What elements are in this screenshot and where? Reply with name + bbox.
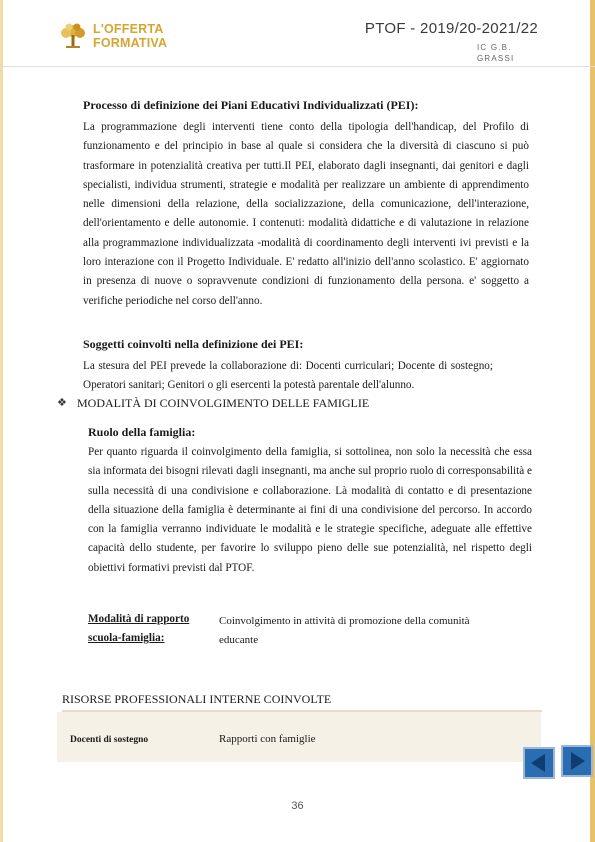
pei-subjects-heading: Soggetti coinvolti nella definizione dei PEI: xyxy=(83,337,304,351)
brand-logo-text xyxy=(93,22,167,50)
family-involvement-heading: MODALITÀ DI COINVOLGIMENTO DELLE FAMIGLIE xyxy=(77,396,370,410)
resources-heading: RISORSE PROFESSIONALI INTERNE COINVOLTE xyxy=(62,692,542,712)
next-page-button[interactable] xyxy=(561,745,593,777)
relationship-label: Modalità di rapporto scuola-famiglia: xyxy=(88,613,190,644)
pei-subjects-paragraph: La stesura del PEI prevede la collaborazione di: Docenti curriculari; Docente di sostegno; Operatori sanitari; Genitori o gli esercenti la potestà parentale dell'alunno. xyxy=(83,360,493,392)
previous-page-button[interactable] xyxy=(523,747,555,779)
family-role-paragraph: Per quanto riguarda il coinvolgimento della famiglia, si sottolinea, non solo la necessità che essa sia informata dei bisogni rilevati dagli insegnanti, ma anche sul proprio ruolo di corresponsabilità e sulla necessità di una condivisione e collaborazione. Là modalità di contatto e di presentazione della situazione della famiglia è determinante ai fini di una condivisione del percorso. In accordo con la famiglia verranno individuate le modalità e le strategie specifiche, adeguate alle effettive capacità dello studente, per favorire lo sviluppo pieno delle sue potenzialità, nel rispetto degli obiettivi formativi previsti dal PTOF. xyxy=(88,446,532,574)
pei-process-paragraph: La programmazione degli interventi tiene conto della tipologia dell'handicap, del Profilo di funzionamento e del principio in base al quale si considera che la diversità di ciascuno si può trasformare in potenzialità creativa per tutti.Il PEI, elaborato dagli insegnanti, dai genitori e dagli specialisti, individua strumenti, strategie e modalità per realizzare un ambiente di apprendimento nelle dimensioni della relazione, della socializzazione, della comunicazione, dell'interazione, dell'orientamento e delle autonomie. I contenuti: modalità didattiche e di valutazione in relazione alla programmazione individualizzata -modalità di coordinamento degli interventi ivi previsti e la loro interazione con il Progetto Individuale. E' redatto all'inizio dell'anno scolastico. E' aggiornato in presenza di nuove o sopravvenute condizioni di funzionamento della persona. e' soggetto a verifiche periodiche nel corso dell'anno. xyxy=(83,121,529,307)
resource-role-value: Rapporti con famiglie xyxy=(219,733,316,745)
left-decorative-bar xyxy=(0,0,3,842)
header-divider xyxy=(0,66,595,67)
relationship-value: Coinvolgimento in attività di promozione della comunità educante xyxy=(219,615,470,646)
school-name xyxy=(477,42,514,64)
school-line-1: IC G.B. xyxy=(477,43,512,52)
diamond-bullet-icon: ❖ xyxy=(57,397,67,409)
family-role-heading: Ruolo della famiglia: xyxy=(88,425,196,439)
tree-logo-icon xyxy=(58,22,88,50)
brand-line-1: L'OFFERTA xyxy=(93,22,164,36)
document-title: PTOF - 2019/20-2021/22 xyxy=(364,20,538,37)
page-number: 36 xyxy=(291,800,304,812)
brand-line-2: FORMATIVA xyxy=(93,36,168,50)
pei-process-heading: Processo di definizione dei Piani Educativi Individualizzati (PEI): xyxy=(83,98,419,112)
right-decorative-bar xyxy=(590,0,595,842)
school-line-2: GRASSI xyxy=(477,54,515,63)
resource-role-label: Docenti di sostegno xyxy=(70,735,149,745)
